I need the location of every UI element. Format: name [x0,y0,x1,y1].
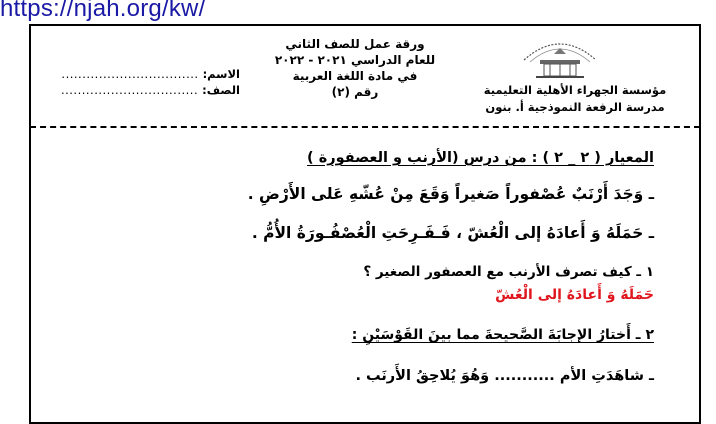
school-line-1: مؤسسة الجهراء الأهلية التعليمية [483,83,667,97]
question-2-item-1: ـ شاهَدَتِ الأم ........... وَهُوَ يُلاحِقُ الأَرنَب . [355,368,654,384]
standard-heading: المعيار ( ٢ _ ٢ ) : من درس (الأرنب و العصفورة ) [307,150,654,166]
answer-1: حَمَلَهُ وَ أَعادَهُ إلى الْعُشّ [495,287,654,303]
name-blank[interactable]: ................................. [61,67,199,81]
school-name [470,82,680,116]
question-1: ١ ـ كيف تصرف الأرنب مع العصفور الصغير ؟ [363,264,654,280]
title-line-3: في مادة اللغة العربية [292,69,418,83]
class-label: الصف: [202,83,240,97]
header-divider [30,126,700,128]
title-line-2: للعام الدراسي ٢٠٢١ - ٢٠٢٢ [274,53,436,67]
school-line-2: مدرسة الرفعة النموذجية أ. بنون [485,100,665,114]
question-2: ٢ ـ أَختارُ الإجابَةَ الصَّحيحةَ مما بينَ القَوْسَيْنِ : [351,327,654,343]
name-field[interactable] [40,66,240,82]
title-line-1: ورقة عمل للصف الثاني [285,37,425,51]
worksheet-title [250,36,460,100]
title-line-4: رقم (٢) [331,85,379,99]
student-fields [40,66,240,98]
source-url[interactable]: https://njah.org/kw/ [0,0,206,22]
name-label: الاسم: [202,67,240,81]
class-blank[interactable]: ................................. [60,83,199,97]
sentence-1: ـ وَجَدَ أَرْنَبٌ عُصْفوراً صَغيراً وَقَعَ مِنْ عُشّهِ عَلى الأَرْضِ . [247,185,654,203]
sentence-2: ـ حَمَلَهُ وَ أَعادَهُ إلى الْعُشّ ، فَـفَـرِحَتِ الْعُصْفُـورَةُ الأُمُّ . [251,224,654,242]
class-field[interactable] [40,82,240,98]
school-logo-icon [510,34,610,82]
